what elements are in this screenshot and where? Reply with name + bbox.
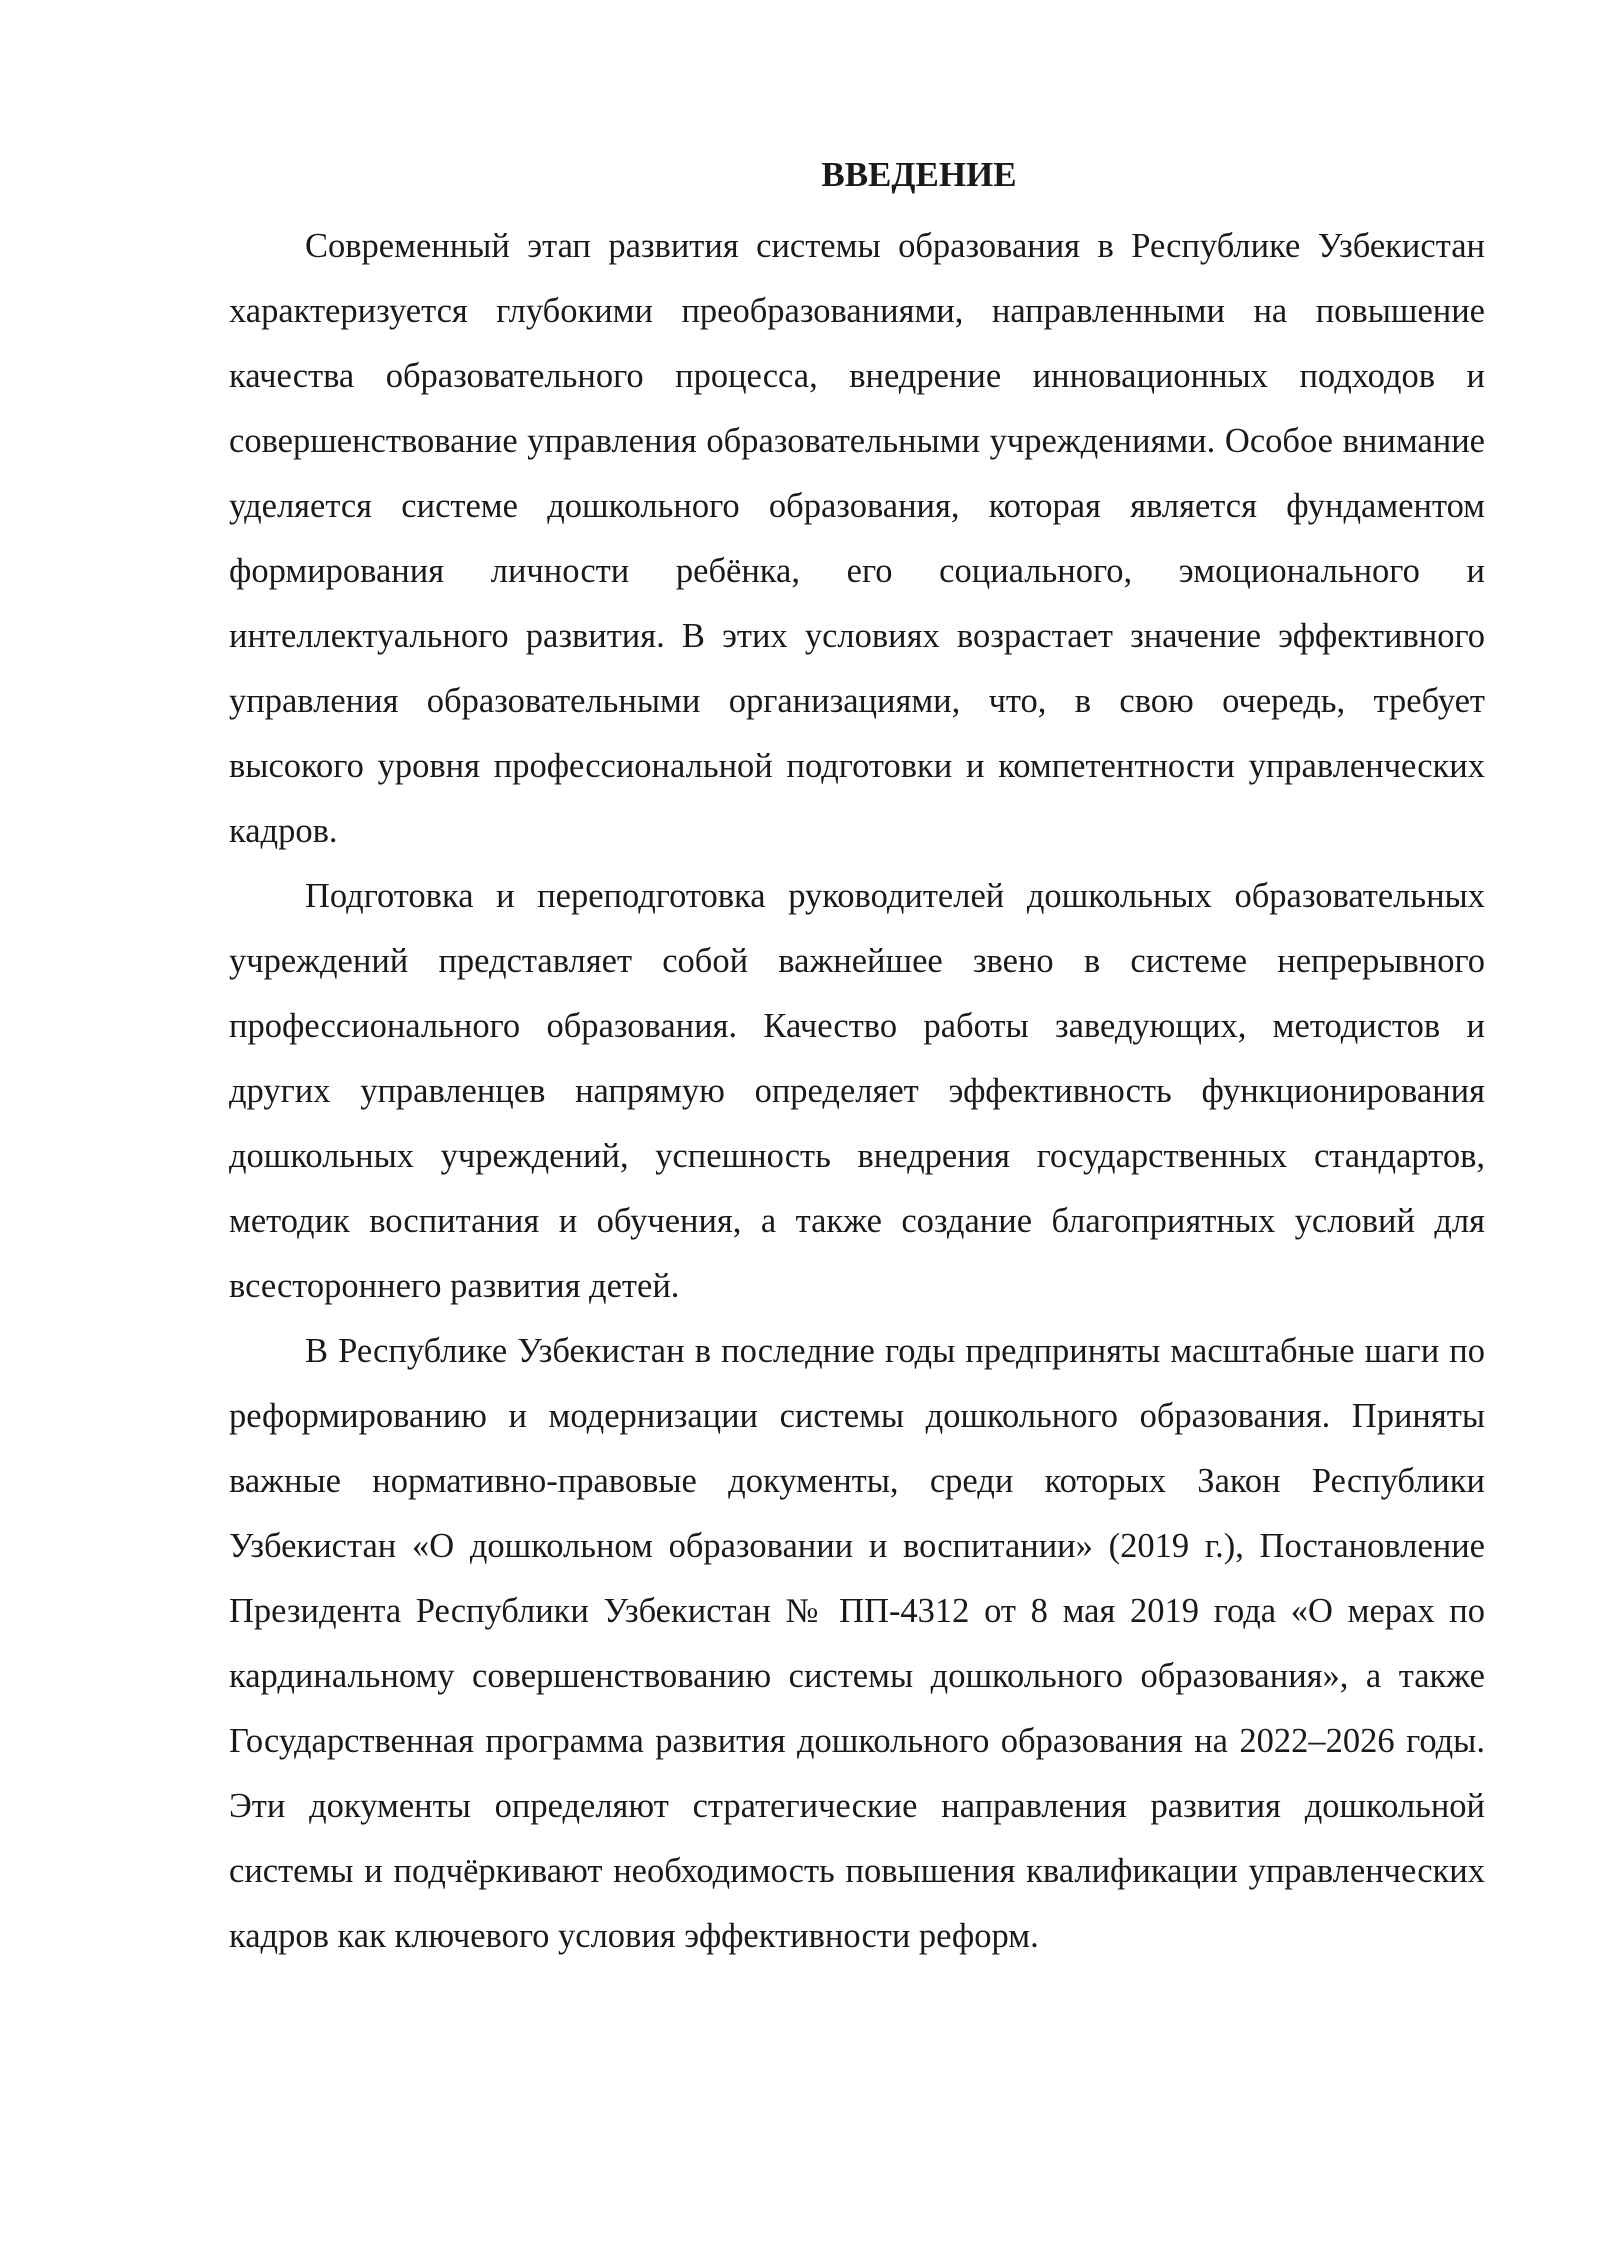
paragraph-1: Современный этап развития системы образования в Республике Узбекистан характеризуется глубокими преобразованиями, направленными на повышение качества образовательного процесса, внедрение инновационных подходов и совершенствование управления образовательными учреждениями. Особое внимание уделяется системе дошкольного образования, которая является фундаментом формирования личности ребёнка, его социального, эмоционального и интеллектуального развития. В этих условиях возрастает значение эффективного управления образовательными организациями, что, в свою очередь, требует высокого уровня профессиональной подготовки и компетентности управленческих кадров. bbox=[229, 227, 1485, 850]
paragraph-3: В Республике Узбекистан в последние годы предприняты масштабные шаги по реформированию и модернизации системы дошкольного образования. Приняты важные нормативно-правовые документы, среди которых Закон Республики Узбекистан «О дошкольном образовании и воспитании» (2019 г.), Постановление Президента Республики Узбекистан № ПП-4312 от 8 мая 2019 года «О мерах по кардинальному совершенствованию системы дошкольного образования», а также Государственная программа развития дошкольного образования на 2022–2026 годы. Эти документы определяют стратегические направления развития дошкольной системы и подчёркивают необходимость повышения квалификации управленческих кадров как ключевого условия эффективности реформ. bbox=[229, 1332, 1485, 1955]
page-heading: ВВЕДЕНИЕ bbox=[821, 155, 1017, 194]
paragraph-2: Подготовка и переподготовка руководителей дошкольных образовательных учреждений представляет собой важнейшее звено в системе непрерывного профессионального образования. Качество работы заведующих, методистов и других управленцев напрямую определяет эффективность функционирования дошкольных учреждений, успешность внедрения государственных стандартов, методик воспитания и обучения, а также создание благоприятных условий для всестороннего развития детей. bbox=[229, 877, 1485, 1305]
page-body bbox=[229, 150, 1485, 1969]
